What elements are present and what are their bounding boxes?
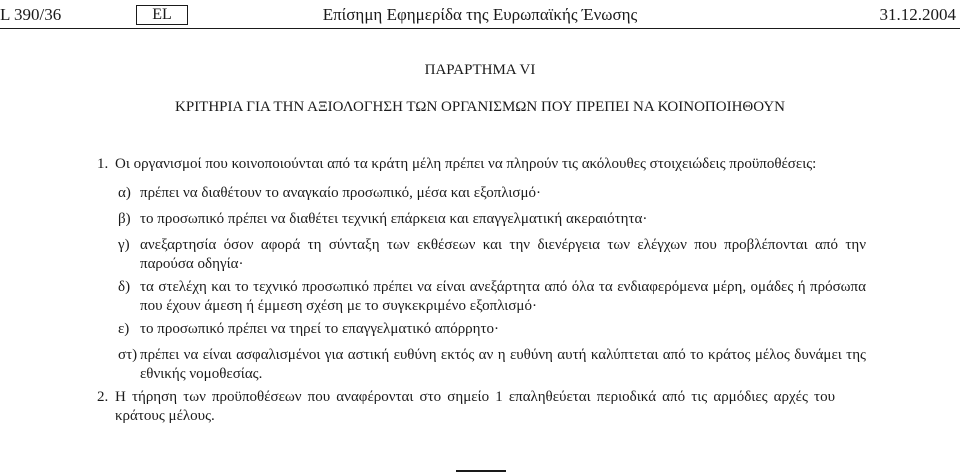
section-number: 2. <box>97 389 109 405</box>
item-label: ε) <box>118 321 130 337</box>
annex-title: ΠΑΡΑΡΤΗΜΑ VI <box>424 62 536 78</box>
list-item <box>118 320 866 339</box>
item-text: το προσωπικό πρέπει να διαθέτει τεχνική επάρκεια και επαγγελματική ακεραιότητα· <box>140 211 648 227</box>
item-text: το προσωπικό πρέπει να τηρεί το επαγγελματικό απόρρητο· <box>140 321 500 337</box>
section-2 <box>97 388 835 426</box>
language-code-box: EL <box>136 5 188 25</box>
section-heading: ΚΡΙΤΗΡΙΑ ΓΙΑ ΤΗΝ ΑΞΙΟΛΟΓΗΣΗ ΤΩΝ ΟΡΓΑΝΙΣΜΩΝ ΠΟΥ ΠΡΕΠΕΙ ΝΑ ΚΟΙΝΟΠΟΙΗΘΟΥΝ <box>175 99 785 115</box>
journal-title: Επίσημη Εφημερίδα της Ευρωπαϊκής Ένωσης <box>322 5 638 24</box>
item-text: τα στελέχη και το τεχνικό προσωπικό πρέπει να είναι ανεξάρτητα από όλα τα ενδιαφερόμενα μέρη, ομάδες ή πρόσωπα που έχουν άμεση ή έμμεση σχέση με το συγκεκριμένο εξοπλισμό· <box>140 279 866 314</box>
header-rule <box>0 28 960 29</box>
section-text: Οι οργανισμοί που κοινοποιούνται από τα κράτη μέλη πρέπει να πληρούν τις ακόλουθες στοιχειώδεις προϋποθέσεις: <box>115 156 817 172</box>
item-text: ανεξαρτησία όσον αφορά τη σύνταξη των εκθέσεων και την διενέργεια των ελέγχων που προβλέπονται από την παρούσα οδηγία· <box>140 237 866 272</box>
footer-rule <box>456 470 506 472</box>
item-label: δ) <box>118 279 131 295</box>
section-1 <box>97 155 957 174</box>
list-item <box>118 278 866 316</box>
list-item <box>118 184 866 203</box>
item-text: πρέπει να είναι ασφαλισμένοι για αστική ευθύνη εκτός αν η ευθύνη αυτή καλύπτεται από το κράτος μέλος δυνάμει της εθνικής νομοθεσίας. <box>140 347 866 382</box>
section-number: 1. <box>97 156 109 172</box>
section-text: Η τήρηση των προϋποθέσεων που αναφέρονται στο σημείο 1 επαληθεύεται περιοδικά από τις αρμόδιες αρχές του κράτους μέλους. <box>115 389 835 424</box>
page-header <box>0 4 960 26</box>
list-item <box>118 236 866 274</box>
item-text: πρέπει να διαθέτουν το αναγκαίο προσωπικό, μέσα και εξοπλισμό· <box>140 185 542 201</box>
publication-date: 31.12.2004 <box>879 5 956 24</box>
item-label: στ) <box>118 347 138 363</box>
list-item <box>118 210 866 229</box>
item-label: β) <box>118 211 131 227</box>
page-reference: L 390/36 <box>0 5 62 24</box>
item-label: α) <box>118 185 131 201</box>
list-item <box>118 346 866 384</box>
item-label: γ) <box>118 237 130 253</box>
